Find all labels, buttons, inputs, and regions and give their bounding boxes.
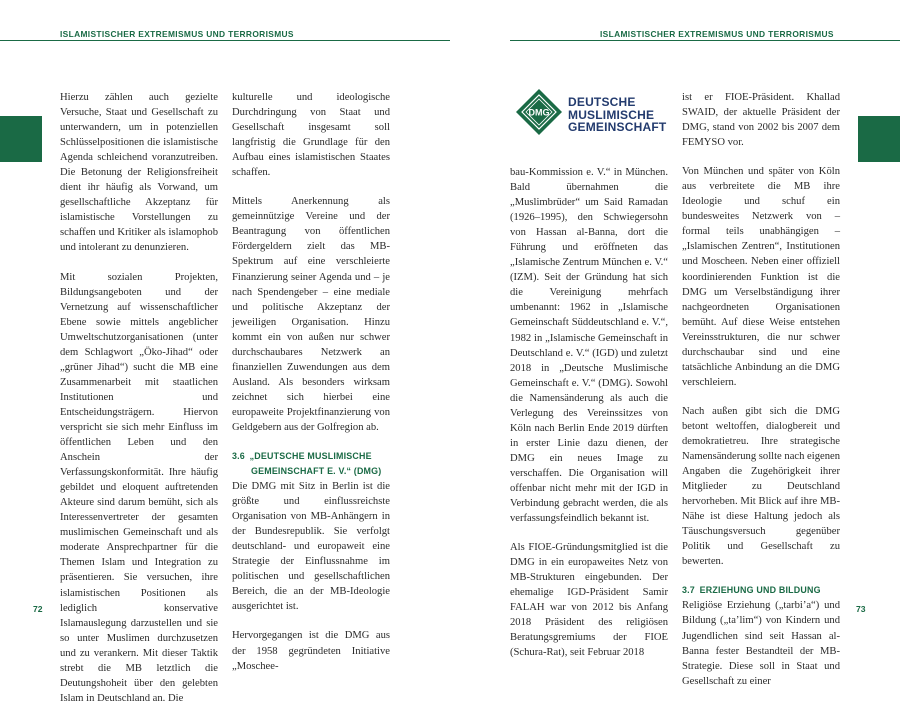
section-heading-3-6 xyxy=(232,449,390,479)
header-rule-left xyxy=(0,40,450,41)
paragraph: Mittels Anerkennung als gemeinnützige Vereine und der Beantragung von öffentlichen Fördergeldern zielt das MB-Spektrum auf eine verschleierte Finanzierung seiner Agenda und – je nach Spendengeber – eine mediale und politische Akzeptanz der jeweiligen Organisation. Hinzu kommt ein von außen nur schwer durchschaubares Netzwerk an finanziellen Zuwendungen aus dem Ausland. Als besonders wirksam zeichnet sich hierbei eine europaweite Projektfinanzierung von Geldgebern aus der Golfregion ab. xyxy=(232,196,390,433)
running-header-left: ISLAMISTISCHER EXTREMISMUS UND TERRORISMUS xyxy=(60,29,294,39)
paragraph: Die DMG mit Sitz in Berlin ist die größte und einflussreichste Organisation von MB-Anhängern in der Bundesrepublik. Sie verfolgt deutschland- und europaweit eine Strategie der Einflussnahme im politischen und gesellschaftlichen Bereich, die an der MB-Ideologie ausgerichtet ist. xyxy=(232,481,390,613)
page-number-left: 72 xyxy=(33,604,43,614)
section-heading-3-7 xyxy=(682,583,840,598)
logo-wordmark xyxy=(568,96,666,134)
paragraph: ist er FIOE-Präsident. Khallad SWAID, der aktuelle Präsident der DMG, stand von 2002 bis 2007 dem FEMYSO vor. xyxy=(682,92,840,149)
paragraph: Von München und später von Köln aus verbreitete die MB ihre Ideologie und schuf ein bundesweites Netzwerk von – formal teils unabhängigen – „Islamischen Zentren“, Institutionen und Moscheen. Neben einer offiziell koordinierenden Funktion ist die DMG um Verselbständigung ihrer nachgeordneten Organisationen bemüht. Auf diese Weise entstehen Vereinsstrukturen, die nur schwer durchschaubar sind und eine tatsächliche Anbindung an die DMG verschleiern. xyxy=(682,166,840,388)
paragraph: Religiöse Erziehung („tarbi’a“) und Bildung („ta’lim“) von Kindern und Jugendlichen sind seit Hassan al-Banna fester Bestandteil der MB-Strategie. Diese soll in Staat und Gesellschaft zu einer xyxy=(682,600,840,687)
paragraph: Hierzu zählen auch gezielte Versuche, Staat und Gesellschaft zu unterwandern, um in potenziellen Schlüsselpositionen die islamistische Agenda schleichend voranzutreiben. Die Betonung der Religionsfreiheit dient ihr häufig als Vorwand, um gesellschaftliche Akzeptanz für islamistische Vorstellungen zu schaffen und Kritiker als islamophob und intolerant zu denunzieren. xyxy=(60,92,218,254)
paragraph: Mit sozialen Projekten, Bildungsangeboten und der Vernetzung auf wissenschaftlicher Ebene sowie mittels angeblicher Umweltschutzorganisationen (unter dem Schlagwort „Öko-Jihad“ oder „grüner Jihad“) sucht die MB eine Zusammenarbeit mit staatlichen Institutionen und Entscheidungsträgern. Hiervon verspricht sie sich mehr Einfluss im öffentlichen Leben und den Anschein der Verfassungskonformität. Ihre häufig gebildet und eloquent auftretenden Akteure sind darum bemüht, sich als Interessenvertreter der gesamten muslimischen Gemeinschaft und als moderate Ansprechpartner für die Themen Islam und Integration zu präsentieren. Sie versuchen, ihre islamistischen Positionen als lediglich konservative Islamauslegung darzustellen und sie so unter Muslimen durchzusetzen und zu verankern. Mit dieser Taktik strebt die MB letztlich die Deutungshoheit über den gelebten Islam in Deutschland an. Die xyxy=(60,271,218,704)
section-number: 3.6 xyxy=(232,451,245,462)
paragraph: bau-Kommission e. V.“ in München. Bald übernahmen die „Muslimbrüder“ um Said Ramadan (1926–1995), den Schwiegersohn von Hassan al-Banna, dort die Führung und eröffneten das „Islamische Zentrum München e. V.“ (IZM). Seit der Gründung hat sich die Vereinigung mehrfach umbenannt: 1962 in „Islamische Gemeinschaft Süddeutschland e. V.“, 1982 in „Islamische Gemeinschaft in Deutschland e. V.“ (IGD) und zuletzt 2018 in „Deutsche Muslimische Gemeinschaft e. V.“ (DMG). Sowohl die Namensänderung als auch die Verlegung des Vereinssitzes von Köln nach Berlin Ende 2019 dürften in erster Linie dazu dienen, der DMG ein neues Image zu verschaffen. Die Organisation will offenbar nicht mehr mit der IGD in Verbindung gebracht werden, die als verfassungsfeindlich bekannt ist. xyxy=(510,167,668,525)
section-title-line2: GEMEINSCHAFT E. V.“ (DMG) xyxy=(251,466,382,477)
right-column-1 xyxy=(510,165,668,675)
paragraph: Als FIOE-Gründungsmitglied ist die DMG in ein europaweites Netz von MB-Strukturen eingebunden. Der ehemalige IGD-Präsident Samir FALAH war von 2012 bis Anfang 2018 Präsident des religiösen Beratungsgremiums der FIOE (Schura-Rat), seit Februar 2018 xyxy=(510,542,668,659)
section-title-line1: „DEUTSCHE MUSLIMISCHE xyxy=(249,451,372,462)
left-column-2 xyxy=(232,90,390,688)
paragraph: Hervorgegangen ist die DMG aus der 1958 gegründeten Initiative „Moschee- xyxy=(232,630,390,672)
paragraph: kulturelle und ideologische Durchdringung von Staat und Gesellschaft insgesamt soll langfristig die Grundlage für den Aufbau eines islamistischen Staates schaffen. xyxy=(232,92,390,179)
left-page xyxy=(0,0,450,704)
section-number: 3.7 xyxy=(682,585,695,596)
logo-line: GEMEINSCHAFT xyxy=(568,120,667,134)
paragraph: Nach außen gibt sich die DMG betont weltoffen, dialogbereit und demokratietreu. Ihre strategische Namensänderung sollte nach eigenen Angaben die Zugehörigkeit ihrer Mitglieder zu Deutschland hervorheben. Mit Blick auf ihre MB-Nähe ist diese Haltung jedoch als Täuschungsversuch gegenüber Politik und Gesellschaft zu bewerten. xyxy=(682,405,840,568)
section-title: ERZIEHUNG UND BILDUNG xyxy=(699,585,821,596)
right-column-2 xyxy=(682,90,840,703)
running-header-right: ISLAMISTISCHER EXTREMISMUS UND TERRORISMUS xyxy=(600,29,834,39)
left-column-1 xyxy=(60,90,218,720)
chapter-tab-right xyxy=(858,116,900,162)
page-number-right: 73 xyxy=(856,604,866,614)
logo-line: DEUTSCHE xyxy=(568,95,636,109)
logo-line: MUSLIMISCHE xyxy=(568,107,655,122)
header-rule-right xyxy=(510,40,900,41)
logo-abbr: DMG xyxy=(528,107,550,118)
chapter-tab-left xyxy=(0,116,42,162)
